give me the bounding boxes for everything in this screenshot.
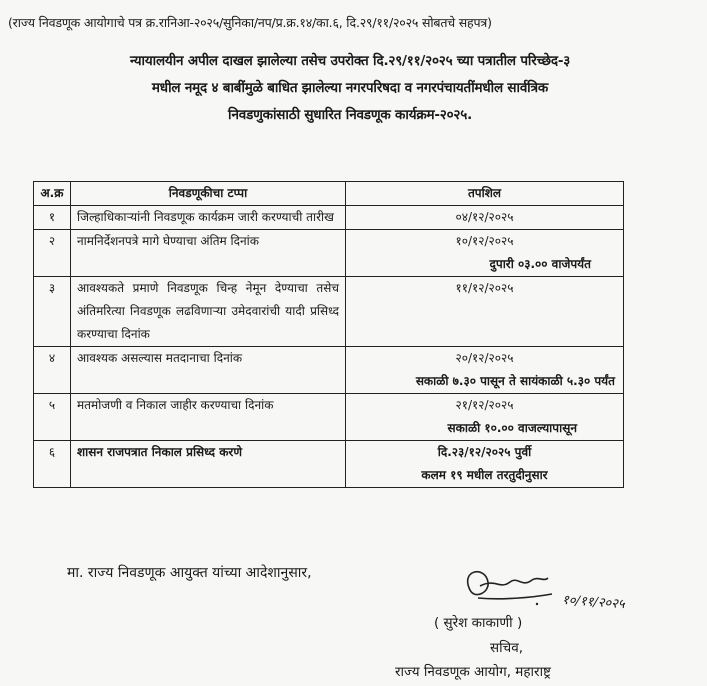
row-details: [346, 230, 624, 277]
header-details: तपशिल: [346, 182, 624, 206]
signatory-title: सचिव,: [490, 640, 523, 656]
row-details: [346, 277, 624, 347]
order-note: मा. राज्य निवडणूक आयुक्त यांच्या आदेशानुसार,: [67, 565, 312, 581]
header-stage: निवडणूकीचा टप्पा: [71, 182, 346, 206]
heading-line-1: न्यायालयीन अपील दाखल झालेल्या तसेच उपरोक्त दि.२९/११/२०२५ च्या पत्रातील परिच्छेद-३: [129, 53, 571, 69]
row-serial: ५: [34, 394, 71, 441]
row-serial: १: [34, 206, 71, 230]
row-note: कलम १९ मधील तरतुदीनुसार: [421, 468, 548, 482]
row-note: सकाळी १०.०० वाजल्यापासून: [447, 421, 577, 435]
reference-line: (राज्य निवडणूक आयोगाचे पत्र क्र.रानिआ-२०२५/सुनिका/नप/प्र.क्र.१४/का.६, दि.२९/११/२०२५ सोबतचे सहपत्र): [8, 15, 492, 30]
signatory-office: राज्य निवडणूक आयोग, महाराष्ट्र: [395, 664, 551, 680]
table-header-row: [34, 182, 624, 206]
signature-mark: [440, 560, 690, 620]
document-heading: [30, 48, 670, 129]
row-stage: आवश्यकते प्रमाणे निवडणूक चिन्ह नेमून देण्याचा तसेच अंतिमरित्या निवडणूक लढविणाऱ्या उमेदवारांची यादी प्रसिध्द करण्याचा दिनांक: [71, 277, 346, 347]
row-date: ०४/१२/२०२५: [455, 210, 514, 224]
table-row: [34, 394, 624, 441]
row-serial: ३: [34, 277, 71, 347]
table-row: [34, 347, 624, 394]
row-date: २०/१२/२०२५: [455, 351, 514, 365]
row-details: [346, 206, 624, 230]
row-details: [346, 394, 624, 441]
header-serial: अ.क्र: [34, 182, 71, 206]
signatory-name: ( सुरेश काकाणी ): [434, 615, 523, 631]
row-serial: ४: [34, 347, 71, 394]
row-date: २१/१२/२०२५: [455, 398, 514, 412]
row-serial: २: [34, 230, 71, 277]
election-schedule-table: [33, 181, 624, 488]
row-note: दुपारी ०३.०० वाजेपर्यंत: [489, 257, 591, 271]
table-row: [34, 206, 624, 230]
row-stage: आवश्यक असल्यास मतदानाचा दिनांक: [71, 347, 346, 394]
heading-line-2: मधील नमूद ४ बाबींमुळे बाधित झालेल्या नगरपरिषदा व नगरपंचायतींमधील सार्वत्रिक: [151, 80, 549, 96]
row-date: १०/१२/२०२५: [455, 234, 514, 248]
table-row: [34, 441, 624, 488]
table-row: [34, 230, 624, 277]
row-stage: मतमोजणी व निकाल जाहीर करण्याचा दिनांक: [71, 394, 346, 441]
row-serial: ६: [34, 441, 71, 488]
heading-line-3: निवडणुकांसाठी सुधारित निवडणूक कार्यक्रम-२०२५.: [227, 107, 473, 123]
row-stage: जिल्हाधिकाऱ्यांनी निवडणूक कार्यक्रम जारी करण्याची तारीख: [71, 206, 346, 230]
row-note: सकाळी ७.३० पासून ते सायंकाळी ५.३० पर्यंत: [415, 374, 615, 388]
row-details: [346, 347, 624, 394]
row-stage: शासन राजपत्रात निकाल प्रसिध्द करणे: [71, 441, 346, 488]
row-details: [346, 441, 624, 488]
row-date: ११/१२/२०२५: [455, 281, 514, 295]
row-stage: नामनिर्देशनपत्रे मागे घेण्याचा अंतिम दिनांक: [71, 230, 346, 277]
table-row: [34, 277, 624, 347]
row-date: दि.२३/१२/२०२५ पुर्वी: [437, 445, 532, 459]
signature-date: १०/११/२०२५: [561, 592, 626, 613]
